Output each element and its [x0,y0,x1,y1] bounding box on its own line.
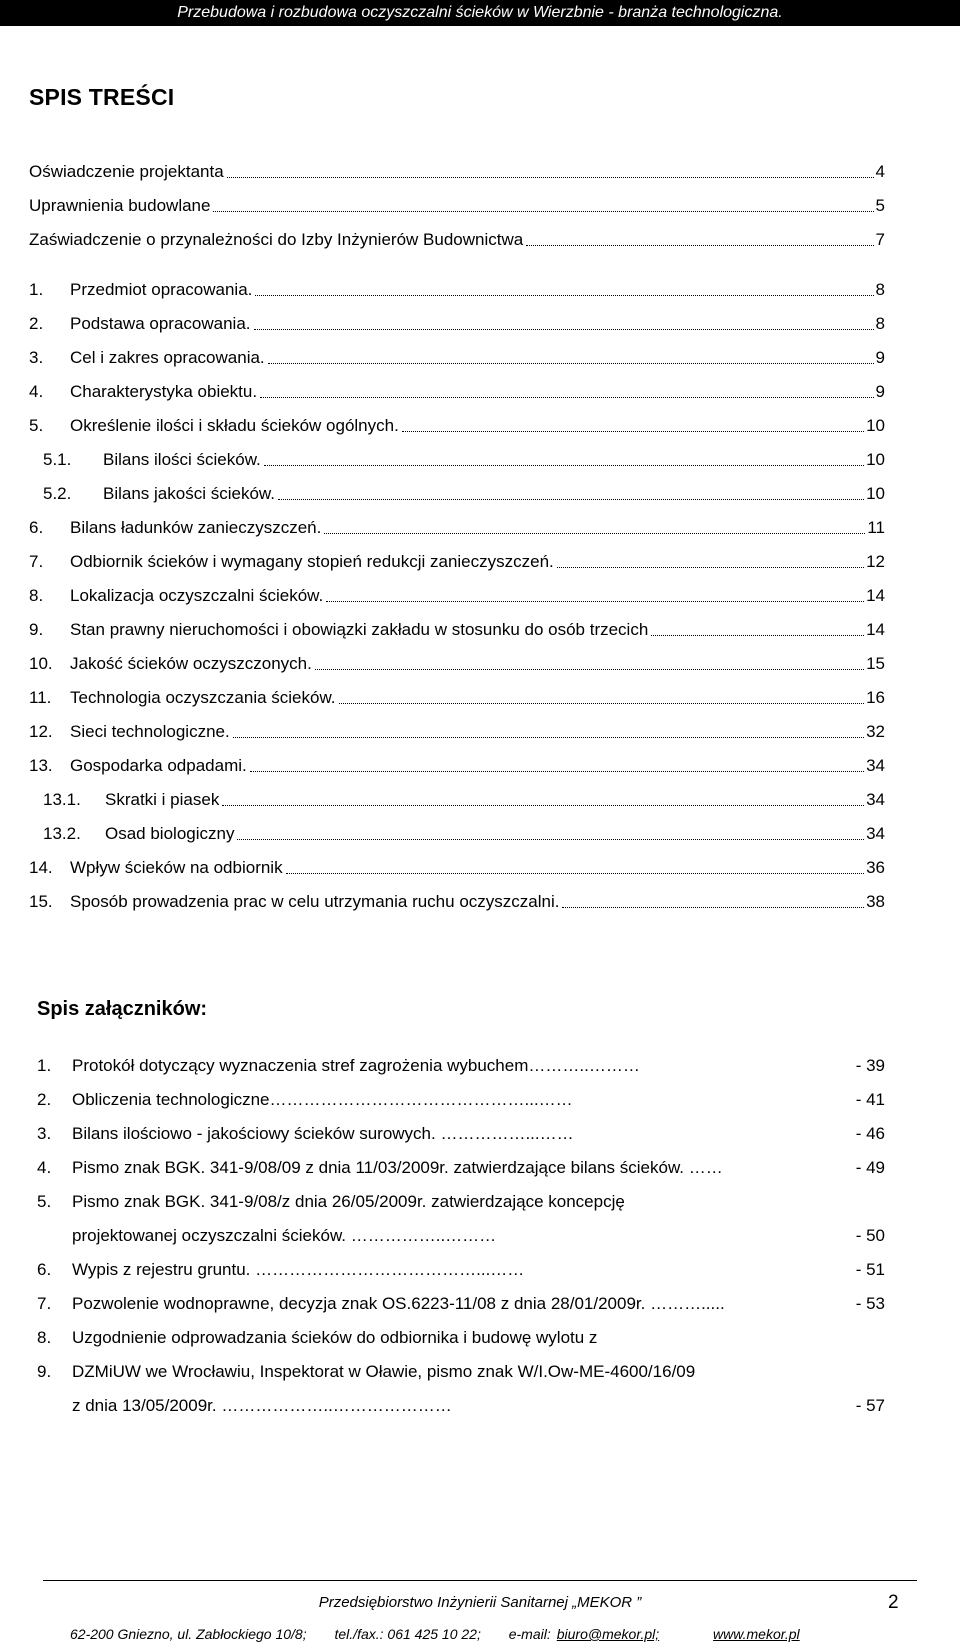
toc-entry-title: Zaświadczenie o przynależności do Izby Inżynierów Budownictwa [29,230,524,249]
document-header: Przebudowa i rozbudowa oczyszczalni ścieków w Wierzbnie - branża technologiczna. [0,0,960,26]
toc-entry-page: 34 [866,756,885,775]
toc-entry-number: 4. [29,382,44,401]
toc-entry-title: Bilans jakości ścieków. [103,484,275,503]
attachment-title: DZMiUW we Wrocławiu, Inspektorat w Oławie, pismo znak W/I.Ow-ME-4600/16/09 [72,1362,696,1381]
toc-entry-title: Bilans ilości ścieków. [103,450,261,469]
toc-entry-number: 5. [29,416,44,435]
attachment-page: - 46 [855,1124,885,1143]
toc-entry-page: 4 [875,162,885,181]
toc-dot-leader [237,838,864,840]
attachment-page: - 49 [855,1158,885,1177]
toc-dot-leader [402,430,864,432]
attachment-entry[interactable] [37,1154,885,1182]
page-title: SPIS TREŚCI [29,84,175,110]
toc-entry[interactable] [29,550,885,574]
toc-entry-title: Bilans ładunków zanieczyszczeń. [70,518,322,537]
toc-entry-number: 13.2. [43,824,81,843]
toc-dot-leader [222,804,864,806]
toc-entry[interactable] [29,346,885,370]
page-number: 2 [888,1592,899,1613]
toc-entry-number: 13. [29,756,53,775]
attachment-title: Pismo znak BGK. 341-9/08/09 z dnia 11/03/2009r. zatwierdzające bilans ścieków. …… [72,1158,723,1177]
toc-entry[interactable] [29,890,885,914]
toc-entry-number: 13.1. [43,790,81,809]
toc-entry[interactable] [29,448,885,472]
toc-entry-title: Technologia oczyszczania ścieków. [70,688,336,707]
toc-entry[interactable] [29,516,885,540]
toc-dot-leader [250,770,864,772]
toc-entry-page: 36 [866,858,885,877]
attachment-title: Uzgodnienie odprowadzania ścieków do odbiornika i budowę wylotu z [72,1328,598,1347]
toc-entry-number: 1. [29,280,44,299]
toc-entry-number: 11. [29,688,52,707]
attachment-number: 8. [37,1328,52,1347]
toc-entry[interactable] [29,228,885,252]
footer-contact [70,1626,890,1642]
attachment-title: Protokół dotyczący wyznaczenia stref zagrożenia wybuchem………..……… [72,1056,640,1075]
toc-dot-leader [326,600,864,602]
toc-entry-page: 16 [866,688,885,707]
toc-dot-leader [286,872,864,874]
toc-entry-title: Sieci technologiczne. [70,722,230,741]
attachment-entry[interactable] [37,1392,885,1420]
toc-entry-page: 10 [866,484,885,503]
toc-entry-page: 7 [875,230,885,249]
toc-entry[interactable] [29,720,885,744]
toc-entry-page: 11 [867,518,885,537]
toc-entry-title: Charakterystyka obiektu. [70,382,258,401]
toc-entry[interactable] [29,278,885,302]
footer-email-link[interactable]: biuro@mekor.pl; [556,1626,660,1642]
toc-entry-number: 9. [29,620,44,639]
attachment-title: Bilans ilościowo - jakościowy ścieków surowych. ……………...…… [72,1124,574,1143]
toc-entry[interactable] [29,754,885,778]
attachment-number: 6. [37,1260,52,1279]
attachment-page: - 39 [855,1056,885,1075]
toc-entry-page: 12 [866,552,885,571]
attachment-page: - 50 [855,1226,885,1245]
footer-email-label: e-mail: [508,1626,551,1642]
attachment-page: - 41 [855,1090,885,1109]
toc-entry-title: Oświadczenie projektanta [29,162,224,181]
toc-dot-leader [264,464,864,466]
toc-dot-leader [260,396,873,398]
toc-entry-page: 34 [866,824,885,843]
toc-entry-number: 10. [29,654,53,673]
attachment-entry[interactable] [37,1290,885,1318]
toc-entry-page: 9 [875,348,885,367]
toc-entry-number: 6. [29,518,44,537]
toc-entry-title: Odbiornik ścieków i wymagany stopień redukcji zanieczyszczeń. [70,552,554,571]
toc-entry-page: 38 [866,892,885,911]
toc-entry-number: 15. [29,892,53,911]
attachments-heading: Spis załączników: [37,998,208,1020]
toc-dot-leader [268,362,874,364]
toc-entry-number: 5.2. [43,484,72,503]
toc-entry-number: 5.1. [43,450,72,469]
attachment-entry[interactable] [37,1256,885,1284]
attachment-entry[interactable] [37,1358,885,1386]
footer-website-link[interactable]: www.mekor.pl [713,1626,800,1642]
attachment-title: Pismo znak BGK. 341-9/08/z dnia 26/05/2009r. zatwierdzające koncepcję [72,1192,625,1211]
toc-dot-leader [562,906,864,908]
footer-company: Przedsiębiorstwo Inżynierii Sanitarnej „MEKOR ” [318,1594,642,1611]
toc-entry-number: 2. [29,314,44,333]
toc-entry[interactable] [29,618,885,642]
attachment-title: projektowanej oczyszczalni ścieków. ……………..……… [72,1226,497,1245]
toc-entry[interactable] [29,788,885,812]
attachment-title: Obliczenia technologiczne………………………………………...…… [72,1090,573,1109]
toc-entry-title: Skratki i piasek [105,790,220,809]
toc-dot-leader [651,634,864,636]
toc-dot-leader [526,244,873,246]
toc-entry-title: Cel i zakres opracowania. [70,348,265,367]
toc-entry[interactable] [29,312,885,336]
toc-entry-page: 32 [866,722,885,741]
toc-entry-page: 14 [866,620,885,639]
footer-address: 62-200 Gniezno, ul. Zabłockiego 10/8; [70,1626,307,1642]
toc-entry[interactable] [29,414,885,438]
toc-entry-number: 8. [29,586,44,605]
toc-entry-page: 10 [866,416,885,435]
toc-entry-page: 14 [866,586,885,605]
attachment-number: 9. [37,1362,52,1381]
toc-entry[interactable] [29,482,885,506]
attachment-entry[interactable] [37,1188,885,1216]
toc-entry[interactable] [29,194,885,218]
toc-entry-page: 9 [875,382,885,401]
toc-entry-number: 14. [29,858,53,877]
toc-entry-title: Wpływ ścieków na odbiornik [70,858,283,877]
toc-dot-leader [557,566,864,568]
toc-dot-leader [255,294,873,296]
toc-entry-title: Określenie ilości i składu ścieków ogólnych. [70,416,399,435]
attachment-entry[interactable] [37,1222,885,1250]
attachment-entry[interactable] [37,1086,885,1114]
toc-entry-page: 10 [866,450,885,469]
toc-dot-leader [339,702,865,704]
toc-entry[interactable] [29,584,885,608]
toc-dot-leader [278,498,864,500]
toc-dot-leader [227,176,874,178]
toc-entry[interactable] [29,856,885,880]
attachment-title: Pozwolenie wodnoprawne, decyzja znak OS.6223-11/08 z dnia 28/01/2009r. ………..... [72,1294,725,1313]
toc-entry-page: 34 [866,790,885,809]
toc-entry-number: 7. [29,552,44,571]
toc-entry[interactable] [29,380,885,404]
toc-entry-page: 15 [866,654,885,673]
attachment-entry[interactable] [37,1120,885,1148]
toc-entry[interactable] [29,652,885,676]
toc-entry[interactable] [29,160,885,184]
attachment-page: - 57 [855,1396,885,1415]
toc-entry-title: Lokalizacja oczyszczalni ścieków. [70,586,324,605]
toc-entry-page: 8 [875,280,885,299]
toc-dot-leader [233,736,864,738]
toc-entry-title: Jakość ścieków oczyszczonych. [70,654,312,673]
toc-dot-leader [324,532,865,534]
toc-dot-leader [254,328,874,330]
attachment-title: Wypis z rejestru gruntu. …………………………………...…… [72,1260,525,1279]
attachment-number: 5. [37,1192,52,1211]
attachment-number: 3. [37,1124,52,1143]
toc-dot-leader [213,210,873,212]
toc-entry-title: Osad biologiczny [105,824,235,843]
attachment-page: - 51 [855,1260,885,1279]
toc-entry-page: 5 [875,196,885,215]
footer-divider [43,1580,917,1581]
toc-entry-title: Uprawnienia budowlane [29,196,211,215]
attachment-page: - 53 [855,1294,885,1313]
toc-entry[interactable] [29,822,885,846]
attachment-number: 4. [37,1158,52,1177]
toc-entry-title: Przedmiot opracowania. [70,280,253,299]
toc-entry-title: Stan prawny nieruchomości i obowiązki zakładu w stosunku do osób trzecich [70,620,649,639]
toc-entry-title: Podstawa opracowania. [70,314,251,333]
toc-entry-title: Gospodarka odpadami. [70,756,247,775]
attachment-entry[interactable] [37,1052,885,1080]
attachment-entry[interactable] [37,1324,885,1352]
attachment-number: 2. [37,1090,52,1109]
toc-entry[interactable] [29,686,885,710]
footer-phone: tel./fax.: 061 425 10 22; [334,1626,481,1642]
toc-dot-leader [315,668,864,670]
attachment-title: z dnia 13/05/2009r. ………………..………………… [72,1396,452,1415]
attachment-number: 1. [37,1056,52,1075]
toc-entry-page: 8 [875,314,885,333]
toc-entry-title: Sposób prowadzenia prac w celu utrzymania ruchu oczyszczalni. [70,892,560,911]
attachment-number: 7. [37,1294,52,1313]
toc-entry-number: 3. [29,348,44,367]
toc-entry-number: 12. [29,722,53,741]
